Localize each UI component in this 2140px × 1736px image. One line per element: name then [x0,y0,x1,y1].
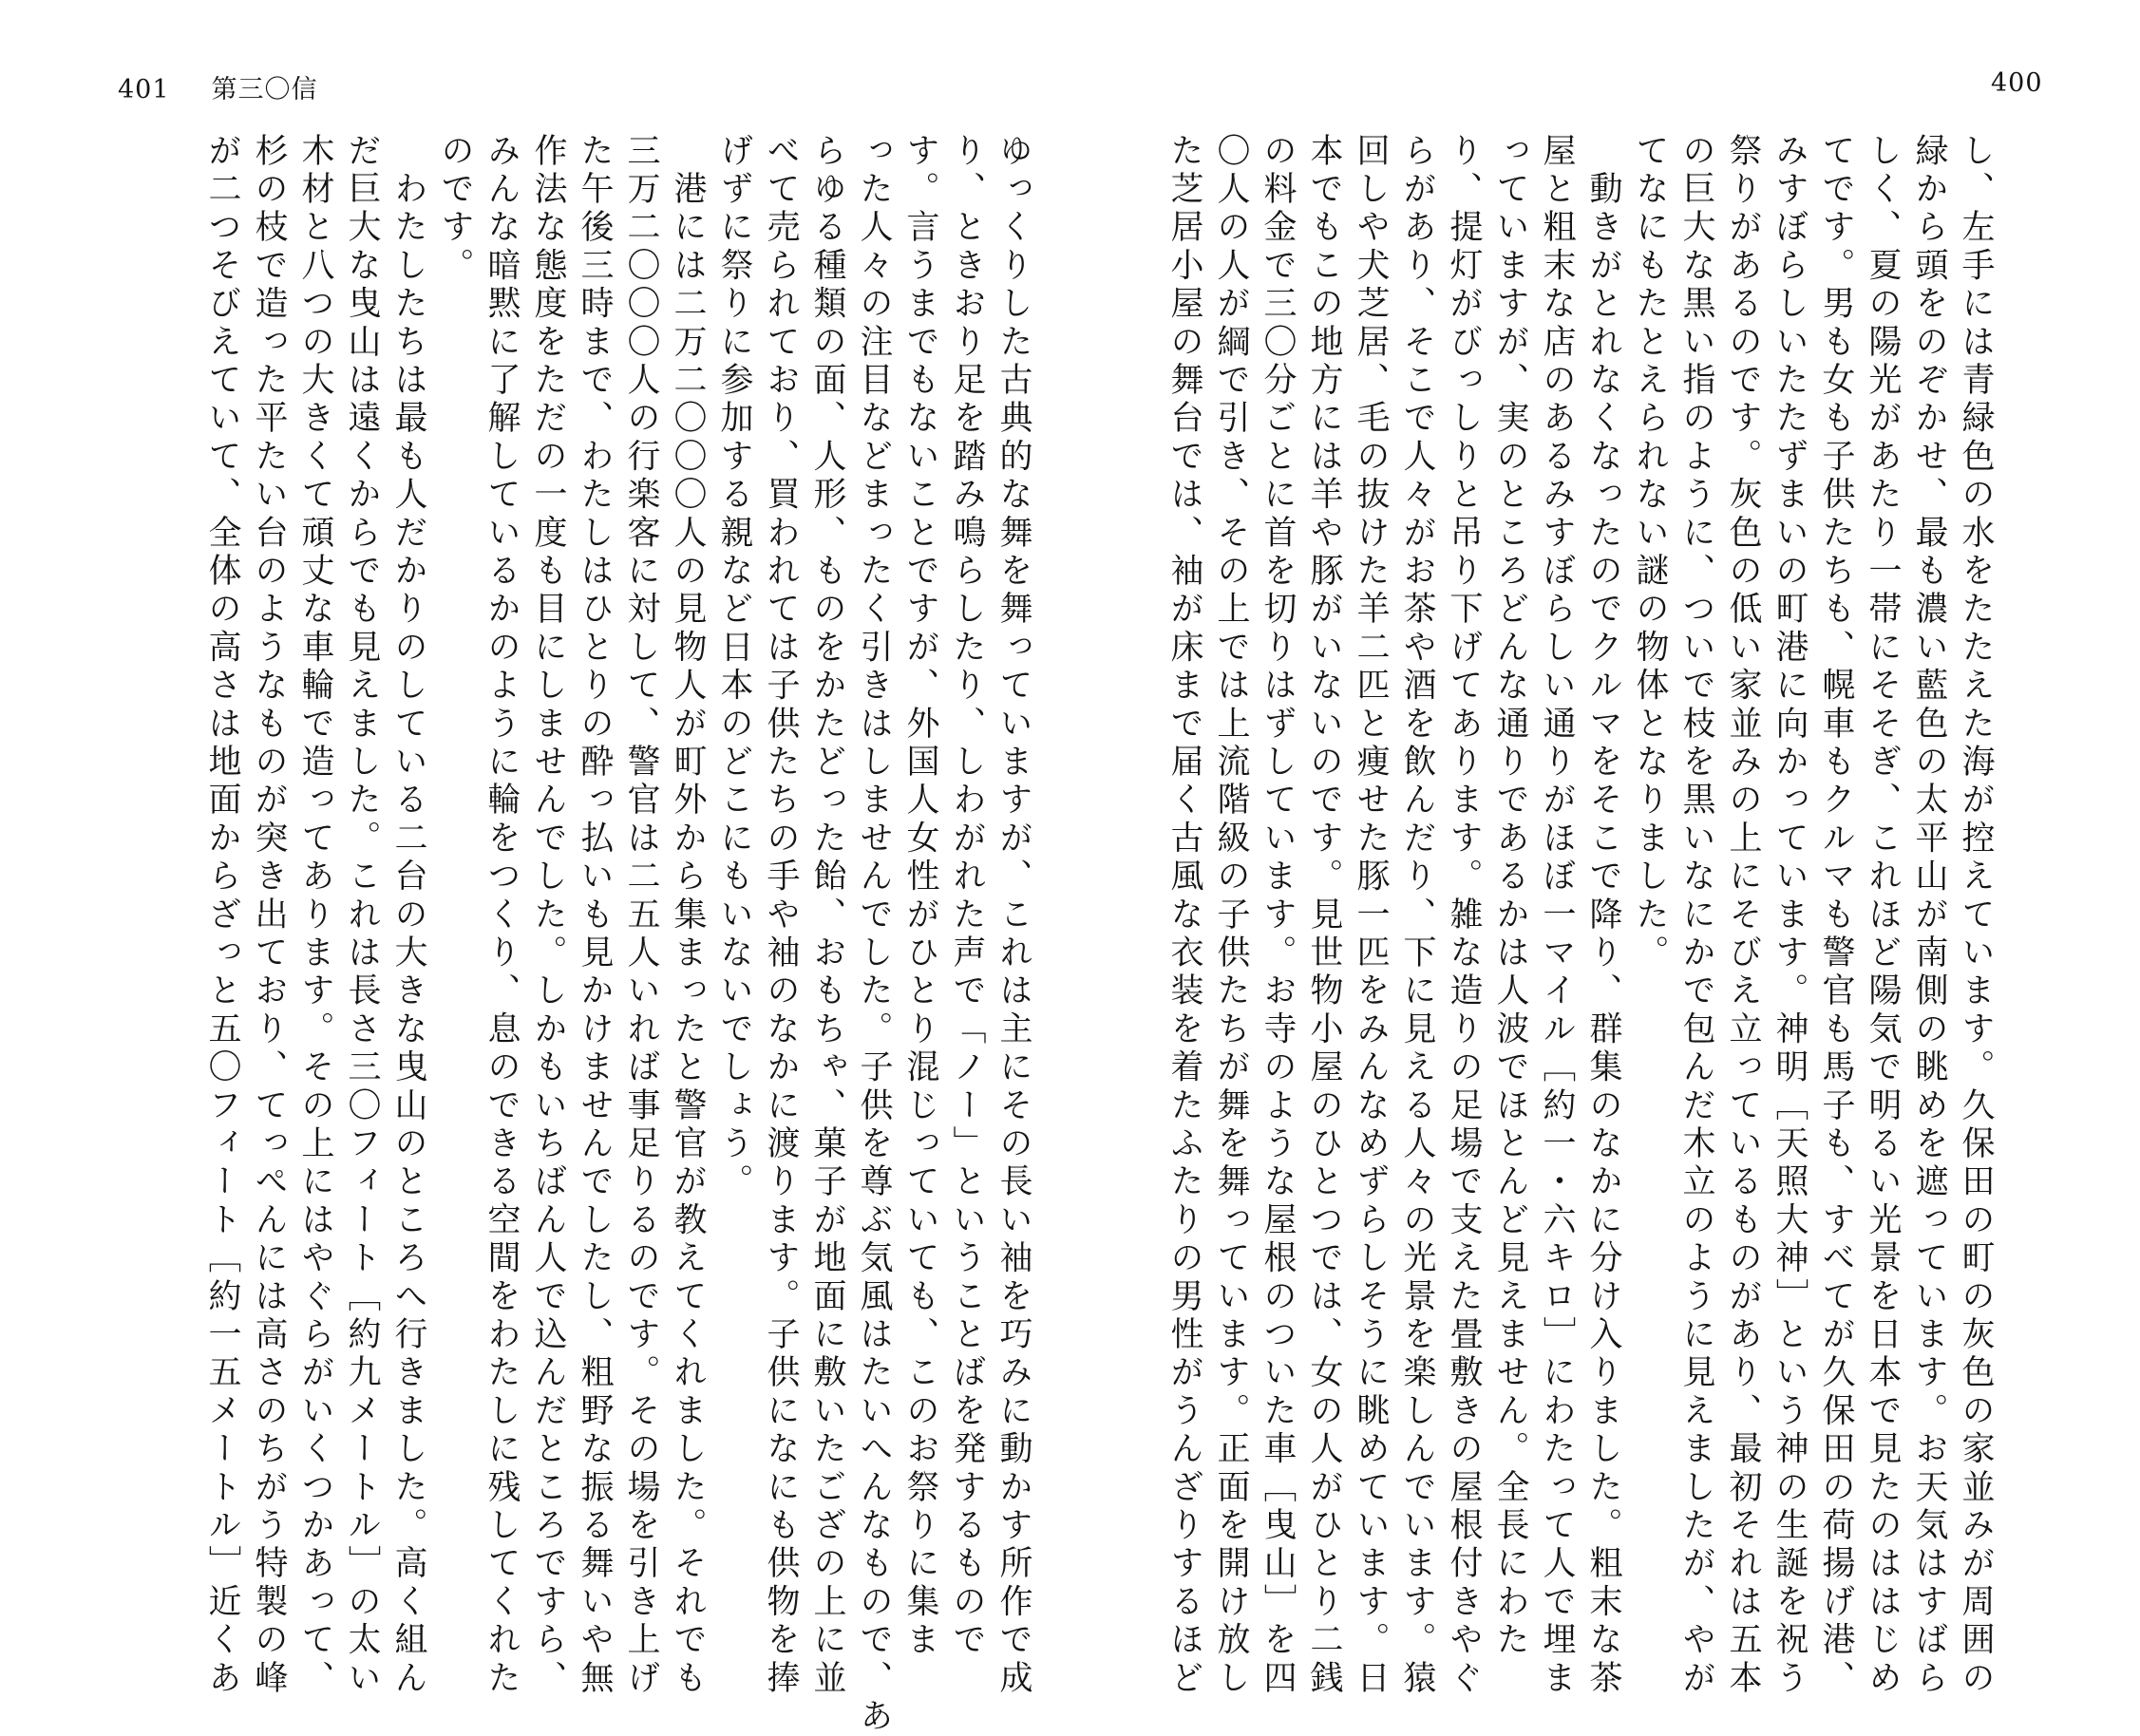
text-column: 本でもこの地方には羊や豚がいないのです。見世物小屋のひとつでは、女の人がひとり二銭 [1305,133,1343,1699]
text-column: が二つそびえていて、全体の高さは地面からざっと五〇フィート［約一五メートル］近くあ [203,133,241,1699]
right-page-number: 400 [1991,68,2043,98]
text-column: わたしたちは最も人だかりのしている二台の大きな曳山のところへ行きました。高く組ん [389,133,427,1699]
text-column: の料金で三〇分ごとに首を切りはずしています。お寺のような屋根のついた車［曳山］を四 [1259,133,1297,1699]
text-column: らがあり、そこで人々がお茶や酒を飲んだり、下に見える人々の光景を楽しんでいます。猿 [1398,133,1436,1699]
text-column: 緑から頭をのぞかせ、最も濃い藍色の太平山が南側の眺めを遮っています。お天気はすばら [1910,133,1948,1699]
text-column: 港には二万二〇〇〇人の見物人が町外から集まったと警官が教えてくれました。それでも [669,133,707,1699]
text-column: みんな暗黙に了解しているかのように輪をつくり、息のできる空間をわたしに残してくれた [483,133,521,1699]
text-column: 回しや犬芝居、毛の抜けた羊二匹と痩せた豚一匹をみんなめずらしそうに眺めています。日 [1352,133,1390,1699]
text-column: た芝居小屋の舞台では、袖が床まで届く古風な衣装を着たふたりの男性がうんざりするほど [1165,133,1203,1699]
text-column: 屋と粗末な店のあるみすぼらしい通りがほぼ一マイル［約一・六キロ］にわたって人で埋ま [1538,133,1576,1699]
text-column: す。言うまでもないことですが、外国人女性がひとり混じっていても、このお祭りに集ま [901,133,939,1660]
left-page-header [118,68,360,105]
text-column: 作法な態度をただの一度も目にしませんでした。しかもいちばん人で込んだところですら、 [529,133,567,1699]
text-column: 杉の枝で造った平たい台のようなものが突き出ており、てっぺんには高さのちがう特製の峰 [250,133,288,1699]
text-column: げずに祭りに参加する親など日本のどこにもいないでしょう。 [715,133,753,1202]
text-column: べて売られており、買われては子供たちの手や袖のなかに渡ります。子供になにも供物を捧 [762,133,800,1699]
text-column: った人々の注目などまったく引きはしませんでした。子供を尊ぶ気風はたいへんなもので、あ [855,133,893,1736]
text-column: り、ときおり足を踏み鳴らしたり、しわがれた声で「ノー」ということばを発するもので [948,133,986,1660]
left-page-number: 401 [118,75,170,104]
text-column: ゆっくりした古典的な舞を舞っていますが、これは主にその長い袖を巧みに動かす所作で成 [994,133,1032,1699]
text-column: 動きがとれなくなったのでクルマをそこで降り、群集のなかに分け入りました。粗末な茶 [1584,133,1622,1699]
text-column: り、提灯がびっしりと吊り下げてあります。雑な造りの足場で支えた畳敷きの屋根付きやぐ [1445,133,1483,1699]
text-column: らゆる種類の面、人形、ものをかたどった飴、おもちゃ、菓子が地面に敷いたござの上に並 [808,133,846,1699]
text-column: みすぼらしいたたずまいの町港に向かっています。神明［天照大神］という神の生誕を祝う [1771,133,1809,1699]
text-column: っていますが、実のところどんな通りであるかは人波でほとんど見えません。全長にわた [1491,133,1529,1660]
text-column: だ巨大な曳山は遠くからでも見えました。これは長さ三〇フィート［約九メートル］の太い [343,133,381,1699]
text-column: 〇人の人が綱で引き、その上では上流階級の子供たちが舞を舞っています。正面を開け放し [1212,133,1250,1699]
text-column: のです。 [436,133,474,286]
text-column: てです。男も女も子供たちも、幌車もクルマも警官も馬子も、すべてが久保田の荷揚げ港、 [1817,133,1855,1699]
text-column: 祭りがあるのです。灰色の低い家並みの上にそびえ立っているものがあり、最初それは五本 [1724,133,1762,1699]
text-column: しく、夏の陽光があたり一帯にそそぎ、これほど陽気で明るい光景を日本で見たのははじめ [1864,133,1902,1699]
text-column: た午後三時まで、わたしはひとりの酔っ払いも見かけませんでしたし、粗野な振る舞いや無 [576,133,614,1699]
chapter-title: 第三〇信 [211,75,318,104]
text-column: 木材と八つの大きくて頑丈な車輪で造ってあります。その上にはやぐらがいくつかあって、 [296,133,334,1699]
text-column: の巨大な黒い指のように、ついで枝を黒いなにかで包んだ木立のように見えましたが、やが [1677,133,1715,1699]
text-column: し、左手には青緑色の水をたたえた海が控えています。久保田の町の灰色の家並みが周囲の [1957,133,1995,1699]
text-column: 三万二〇〇〇人の行楽客に対して、警官は二五人いれば事足りるのです。その場を引き上げ [622,133,660,1699]
text-column: てなにもたとえられない謎の物体となりました。 [1631,133,1669,973]
